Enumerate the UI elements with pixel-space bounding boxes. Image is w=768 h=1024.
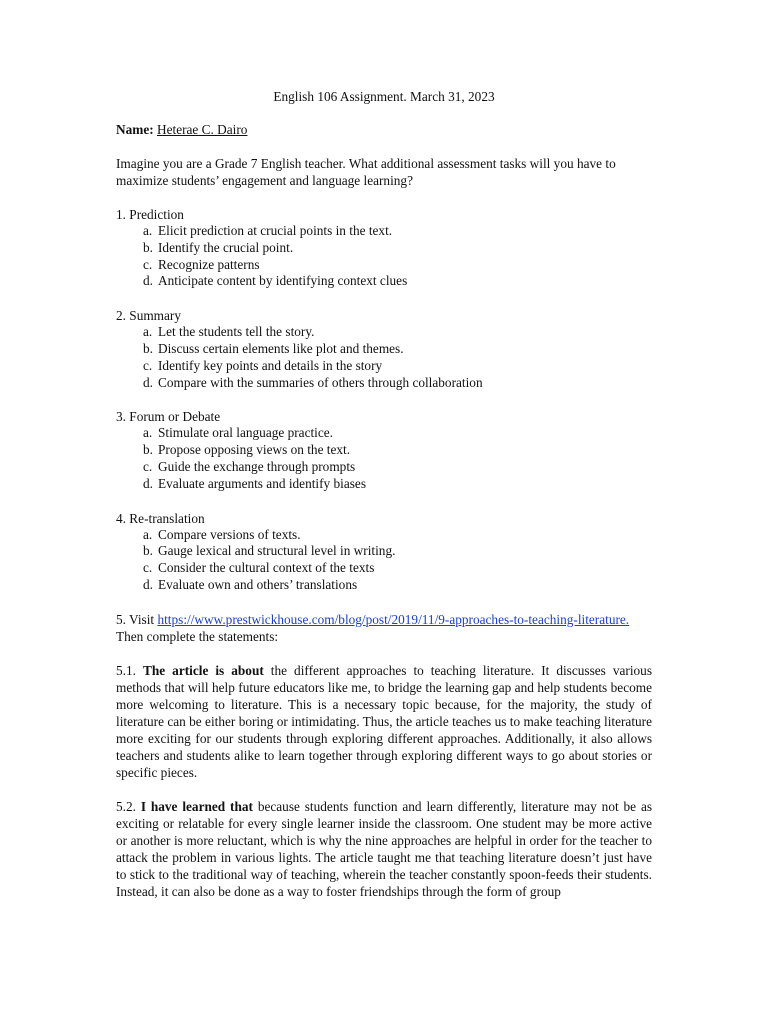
section-re-translation — [116, 510, 652, 594]
answer-5-2 — [116, 798, 652, 900]
list-marker: c. — [143, 357, 153, 373]
list-marker: d. — [143, 273, 153, 289]
list-item — [116, 442, 652, 459]
answer-number: 5.2. — [116, 798, 136, 814]
list-marker: b. — [143, 543, 153, 559]
answer-number: 5.1. — [116, 662, 136, 678]
list-item-text: Consider the cultural context of the texts — [158, 560, 375, 576]
list-item — [116, 543, 652, 560]
visit-instruction — [116, 611, 652, 645]
document-page — [116, 88, 652, 917]
list-item — [116, 476, 652, 493]
list-item — [116, 375, 652, 392]
section-list — [116, 324, 652, 391]
list-marker: c. — [143, 560, 153, 576]
list-item — [116, 425, 652, 442]
list-marker: a. — [143, 425, 153, 441]
list-item — [116, 324, 652, 341]
list-item-text: Evaluate arguments and identify biases — [158, 475, 367, 491]
list-item-text: Let the students tell the story. — [158, 324, 315, 340]
list-item-text: Elicit prediction at crucial points in the text. — [158, 223, 393, 238]
list-marker: d. — [143, 475, 153, 491]
list-item-text: Identify key points and details in the story — [158, 357, 383, 373]
list-item-text: Stimulate oral language practice. — [158, 425, 334, 441]
list-item-text: Compare with the summaries of others through collaboration — [158, 374, 483, 390]
list-item — [116, 273, 652, 290]
answer-text: the different approaches to teaching literature. It discusses various methods that will help future educators like me, to bridge the learning gap and help students become more welcoming to literature. This is a necessary topic because, for the majority, the study of literature can be either boring or intimidating. Thus, the article teaches us to make teaching literature more exciting for our students through exploring different approaches. Additionally, it also allows teachers and students alike to learn together through exploring different ways to go about stories or specific pieces. — [116, 662, 652, 780]
list-marker: d. — [143, 374, 153, 390]
name-value: Heterae C. Dairo — [157, 122, 248, 137]
answer-text: because students function and learn differently, literature may not be as exciting or relatable for every single learner inside the classroom. One student may be more active or another is more reluctant, which is why the nine approaches are helpful in order for the teacher to attack the problem in various lights. The article taught me that teaching literature doesn’t just have to stick to the traditional way of teaching, wherein the teacher constantly spoon-feeds their students. Instead, it can also be done as a way to foster friendships through the form of group — [116, 798, 653, 899]
list-item-text: Recognize patterns — [158, 256, 260, 272]
section-list — [116, 223, 652, 290]
list-marker: c. — [143, 458, 153, 474]
section-list — [116, 425, 652, 492]
list-item — [116, 577, 652, 594]
section-heading: 2. Summary — [116, 308, 182, 324]
visit-prefix: 5. Visit — [116, 611, 158, 627]
list-marker: a. — [143, 223, 153, 238]
list-item-text: Discuss certain elements like plot and themes. — [158, 340, 404, 356]
list-item — [116, 257, 652, 274]
answer-lead: I have learned that — [140, 798, 253, 814]
list-item-text: Compare versions of texts. — [158, 526, 301, 542]
list-item-text: Anticipate content by identifying context clues — [158, 273, 408, 289]
section-summary — [116, 307, 652, 391]
list-item — [116, 240, 652, 257]
document-title: English 106 Assignment. March 31, 2023 — [273, 89, 495, 104]
list-marker: d. — [143, 576, 153, 592]
name-label: Name: — [116, 122, 154, 137]
name-line — [116, 121, 652, 138]
section-heading: 3. Forum or Debate — [116, 409, 221, 425]
list-item — [116, 560, 652, 577]
list-marker: a. — [143, 526, 153, 542]
list-marker: b. — [143, 340, 153, 356]
visit-suffix: Then complete the statements: — [116, 628, 279, 644]
list-item — [116, 223, 652, 240]
list-item — [116, 341, 652, 358]
list-item — [116, 459, 652, 476]
list-item — [116, 358, 652, 375]
list-item — [116, 527, 652, 544]
list-marker: b. — [143, 442, 153, 458]
section-heading: 1. Prediction — [116, 207, 184, 222]
section-list — [116, 527, 652, 594]
section-forum-or-debate — [116, 408, 652, 492]
list-item-text: Guide the exchange through prompts — [158, 458, 356, 474]
list-marker: c. — [143, 256, 153, 272]
list-marker: b. — [143, 239, 153, 255]
list-item-text: Gauge lexical and structural level in writing. — [158, 543, 396, 559]
article-link[interactable]: https://www.prestwickhouse.com/blog/post/2019/11/9-approaches-to-teaching-literature. — [157, 611, 630, 627]
list-item-text: Identify the crucial point. — [158, 239, 294, 255]
list-marker: a. — [143, 324, 153, 340]
list-item-text: Evaluate own and others’ translations — [158, 576, 358, 592]
section-prediction — [116, 206, 652, 290]
section-heading: 4. Re-translation — [116, 510, 205, 526]
list-item-text: Propose opposing views on the text. — [158, 442, 351, 458]
assignment-prompt: Imagine you are a Grade 7 English teacher. What additional assessment tasks will you have to maximize students’ engagement and language learning? — [116, 156, 616, 188]
answer-5-1 — [116, 662, 652, 781]
answer-lead: The article is about — [142, 662, 264, 678]
